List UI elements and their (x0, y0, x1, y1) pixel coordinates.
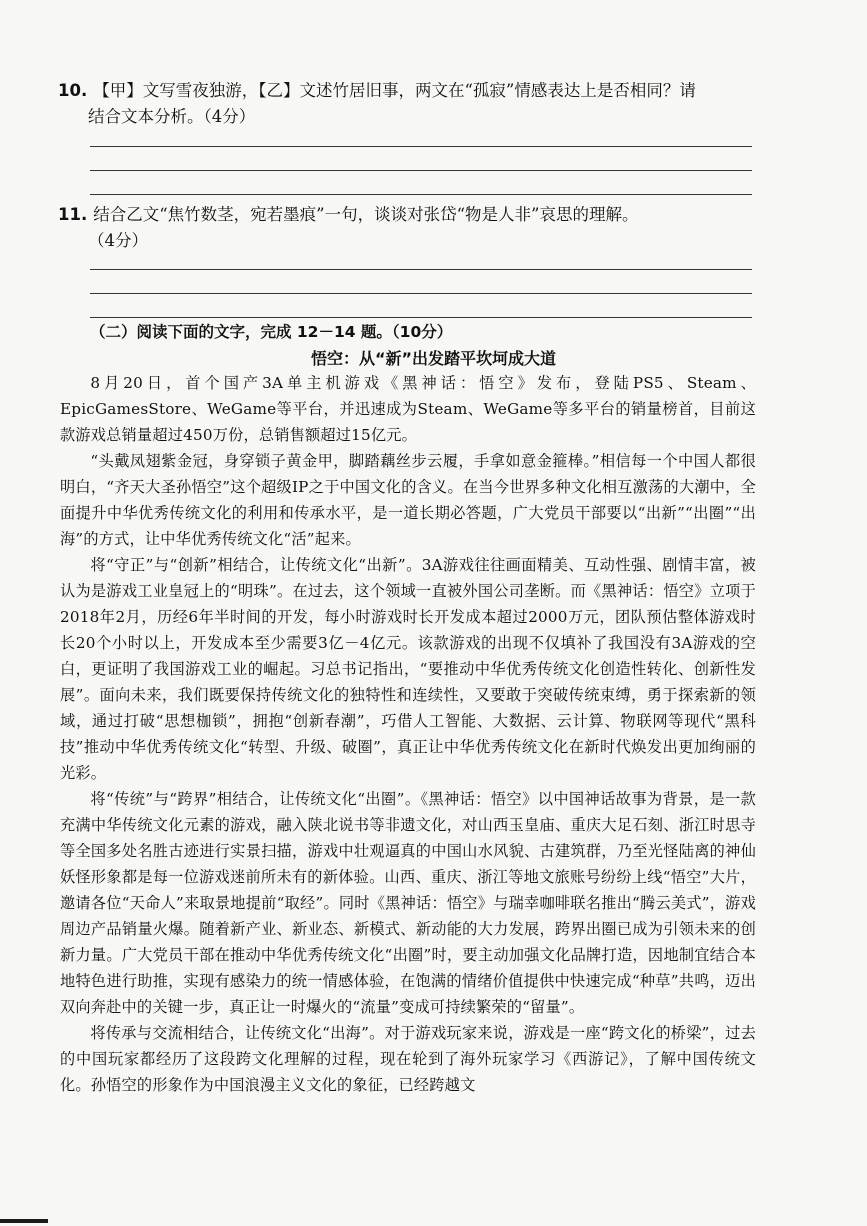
question-text-continued: （4分） (88, 231, 148, 250)
answer-line[interactable] (90, 317, 752, 318)
question-text: 结合乙文“焦竹数茎，宛若墨痕”一句，谈谈对张岱“物是人非”哀思的理解。 (93, 205, 639, 224)
question-10 (58, 78, 758, 130)
section-heading: （二）阅读下面的文字，完成 12－14 题。（10分） (90, 323, 453, 341)
answer-line[interactable] (90, 170, 752, 171)
article-paragraph: 将传承与交流相结合，让传统文化“出海”。对于游戏玩家来说，游戏是一座“跨文化的桥梁”，过去的中国玩家都经历了这段跨文化理解的过程，现在轮到了海外玩家学习《西游记》，了解中国传统文化。孙悟空的形象作为中国浪漫主义文化的象征，已经跨越文 (60, 1024, 756, 1094)
answer-line[interactable] (90, 146, 752, 147)
scan-edge-mark (0, 1219, 48, 1223)
article-paragraph: 将“守正”与“创新”相结合，让传统文化“出新”。3A游戏往往画面精美、互动性强、剧情丰富，被认为是游戏工业皇冠上的“明珠”。在过去，这个领域一直被外国公司垄断。而《黑神话：悟空》立项于2018年2月，历经6年半时间的开发，每小时游戏时长开发成本超过2000万元，团队预估整体游戏时长20个小时以上，开发成本至少需要3亿－4亿元。该款游戏的出现不仅填补了我国没有3A游戏的空白，更证明了我国游戏工业的崛起。习总书记指出，“要推动中华优秀传统文化创造性转化、创新性发展”。面向未来，我们既要保持传统文化的独特性和连续性，又要敢于突破传统束缚，勇于探索新的领域，通过打破“思想枷锁”，拥抱“创新春潮”，巧借人工智能、大数据、云计算、物联网等现代“黑科技”推动中华优秀传统文化“转型、升级、破圈”，真正让中华优秀传统文化在新时代焕发出更加绚丽的光彩。 (60, 556, 756, 782)
article-paragraph: 将“传统”与“跨界”相结合，让传统文化“出圈”。《黑神话：悟空》以中国神话故事为背景，是一款充满中华传统文化元素的游戏，融入陕北说书等非遗文化，对山西玉皇庙、重庆大足石刻、浙江时思寺等全国多处名胜古迹进行实景扫描，游戏中壮观逼真的中国山水风貌、古建筑群，乃至光怪陆离的神仙妖怪形象都是每一位游戏迷前所未有的新体验。山西、重庆、浙江等地文旅账号纷纷上线“悟空”大片，邀请各位“天命人”来取景地提前“取经”。同时《黑神话：悟空》与瑞幸咖啡联名推出“腾云美式”，游戏周边产品销量火爆。随着新产业、新业态、新模式、新动能的大力发展，跨界出圈已成为引领未来的创新力量。广大党员干部在推动中华优秀传统文化“出圈”时，要主动加强文化品牌打造，因地制宜结合本地特色进行助推，实现有感染力的统一情感体验，在饱满的情绪价值提供中快速完成“种草”共鸣，迈出双向奔赴中的关键一步，真正让一时爆火的“流量”变成可持续繁荣的“留量”。 (60, 790, 756, 1016)
answer-line[interactable] (90, 194, 752, 195)
question-number: 11. (58, 205, 88, 224)
answer-line[interactable] (90, 269, 752, 270)
article-paragraph: “头戴凤翅紫金冠，身穿锁子黄金甲，脚踏藕丝步云履，手拿如意金箍棒。”相信每一个中国人都很明白，“齐天大圣孙悟空”这个超级IP之于中国文化的含义。在当今世界多种文化相互激荡的大潮中，全面提升中华优秀传统文化的利用和传承水平，是一道长期必答题，广大党员干部要以“出新”“出圈”“出海”的方式，让中华优秀传统文化“活”起来。 (60, 452, 756, 548)
question-text: 【甲】文写雪夜独游，【乙】文述竹居旧事，两文在“孤寂”情感表达上是否相同？请 (93, 81, 696, 100)
question-number: 10. (58, 81, 88, 100)
article-body (60, 370, 756, 1098)
answer-line[interactable] (90, 293, 752, 294)
article-title: 悟空：从“新”出发踏平坎坷成大道 (310, 349, 557, 368)
question-11 (58, 202, 758, 254)
question-text-continued: 结合文本分析。（4分） (88, 107, 256, 126)
article-paragraph: 8月20日，首个国产3A单主机游戏《黑神话：悟空》发布，登陆PS5、Steam、EpicGamesStore、WeGame等平台，并迅速成为Steam、WeGame等多平台的销量榜首，目前这款游戏总销量超过450万份，总销售额超过15亿元。 (60, 374, 756, 444)
